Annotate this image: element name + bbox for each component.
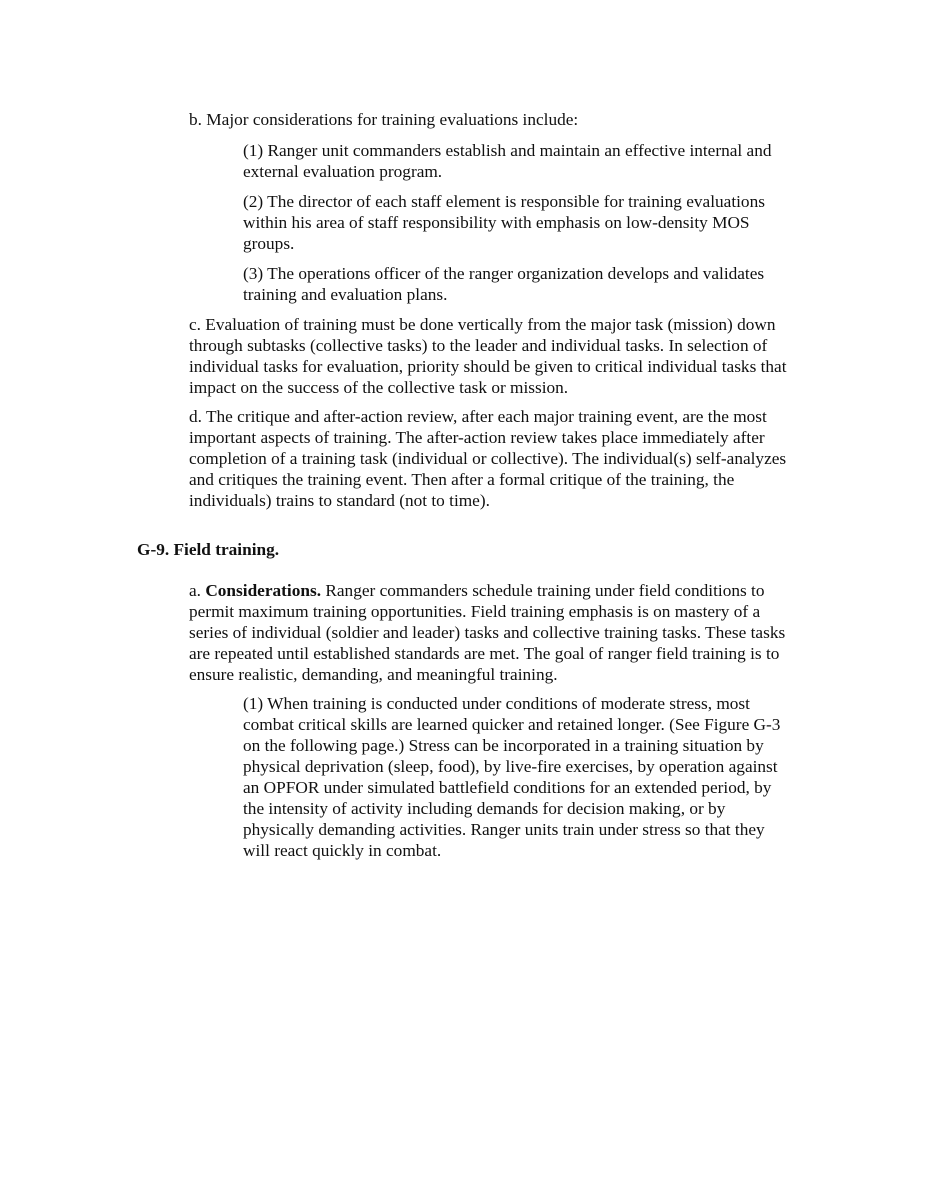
section-b-item-3: (3) The operations officer of the ranger organization develops and validates training and evaluation plans. — [243, 264, 765, 304]
section-b-intro: b. Major considerations for training evaluations include: — [189, 110, 579, 129]
g9-a-text: Ranger commanders schedule training under field conditions to permit maximum training opportunities. Field training emphasis is on mastery of a series of individual (soldier and leader) tasks and collective training tasks. These tasks are repeated until established standards are met. The goal of ranger field training is to ensure realistic, demanding, and meaningful training. — [189, 581, 786, 684]
section-b-item-1: (1) Ranger unit commanders establish and maintain an effective internal and external evaluation program. — [243, 141, 772, 181]
section-d-paragraph: d. The critique and after-action review, after each major training event, are the most important aspects of training. The after-action review takes place immediately after completion of a training task (individual or collective). The individual(s) self-analyzes and critiques the training event. Then after a formal critique of the training, the individuals) trains to standard (not to time). — [189, 407, 787, 510]
section-c-paragraph: c. Evaluation of training must be done vertically from the major task (mission) down through subtasks (collective tasks) to the leader and individual tasks. In selection of individual tasks for evaluation, priority should be given to critical individual tasks that impact on the success of the collective task or mission. — [189, 315, 787, 397]
g9-paragraph-a — [189, 580, 799, 685]
section-b-item-2: (2) The director of each staff element is responsible for training evaluations within his area of staff responsibility with emphasis on low-density MOS groups. — [243, 192, 765, 253]
g9-paragraph-a1: (1) When training is conducted under conditions of moderate stress, most combat critical skills are learned quicker and retained longer. (See Figure G-3 on the following page.) Stress can be incorporated in a training situation by physical deprivation (sleep, food), by live-fire exercises, by operation against an OPFOR under simulated battlefield conditions for an extended period, by the intensity of activity including demands for decision making, or by physically demanding activities. Ranger units train under stress so that they will react quickly in combat. — [243, 694, 781, 860]
section-heading-g9: G-9. Field training. — [137, 540, 280, 559]
g9-a-prefix: a. — [189, 581, 206, 600]
g9-a-label: Considerations. — [205, 581, 322, 600]
